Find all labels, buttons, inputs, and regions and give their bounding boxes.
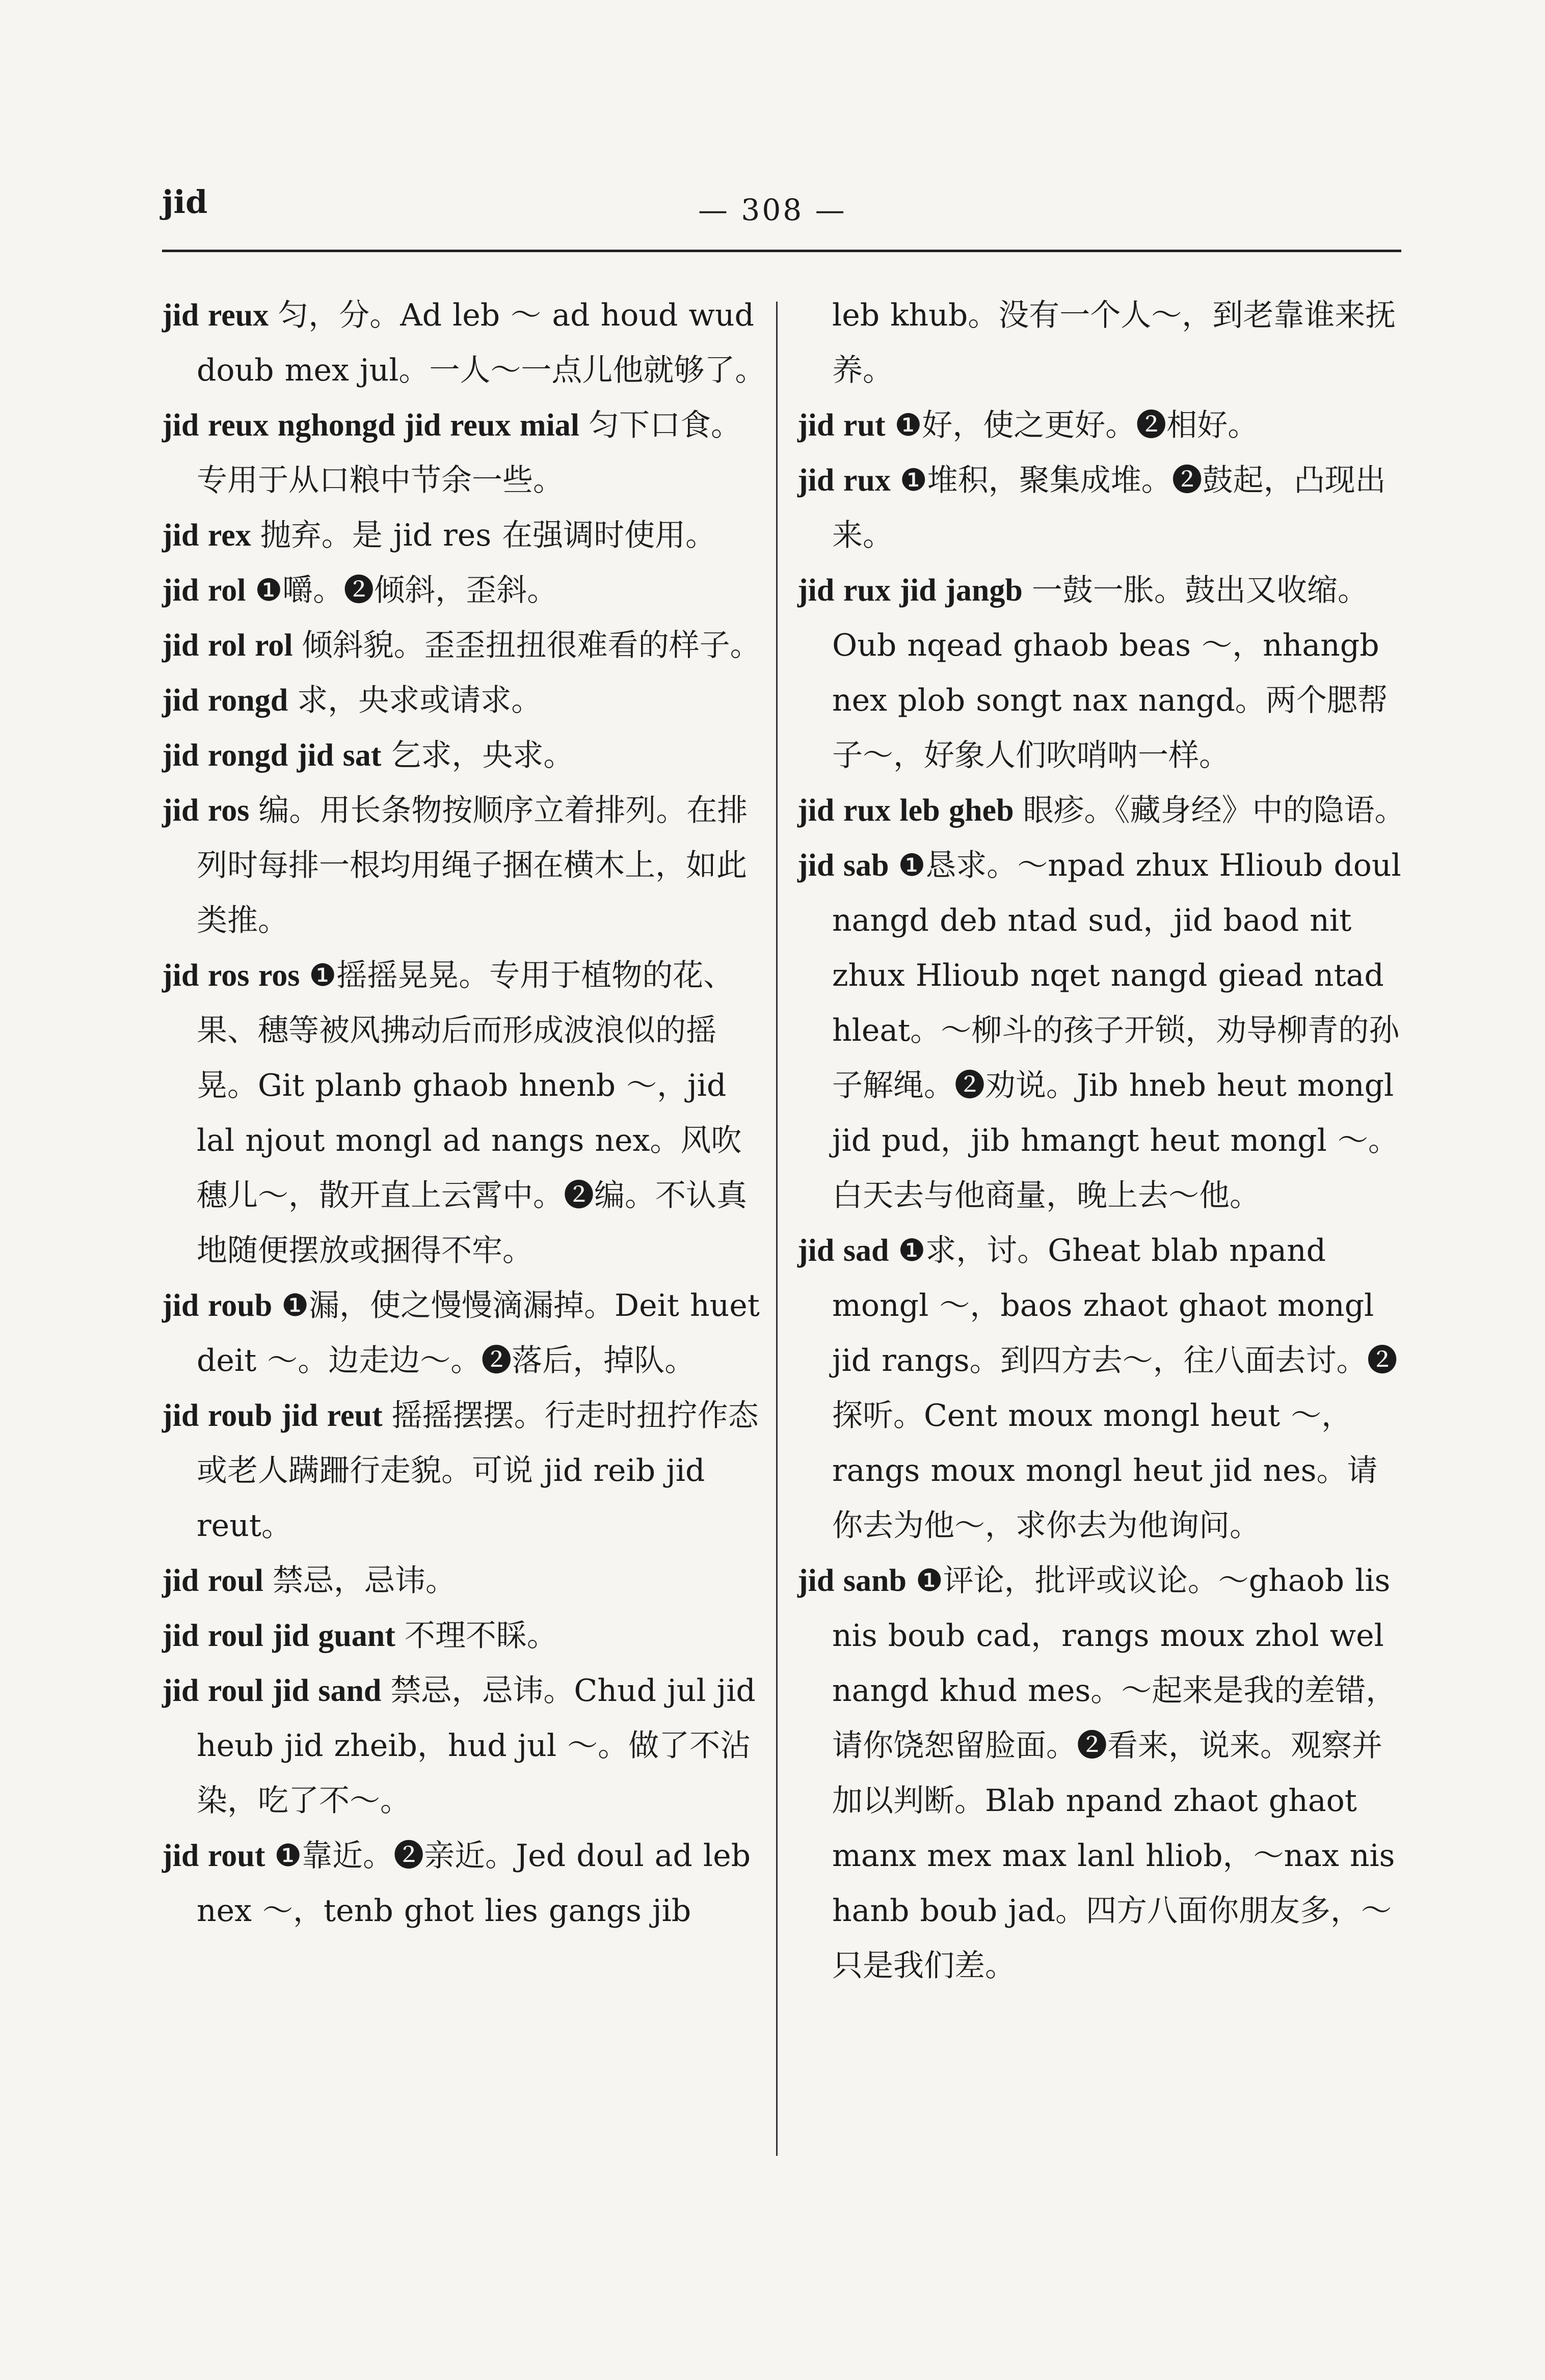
entry-definition: ❶嚼。❷倾斜，歪斜。 bbox=[255, 573, 558, 608]
dictionary-entry bbox=[797, 783, 1406, 838]
entry-headword: jid rol bbox=[162, 573, 246, 608]
dictionary-entry bbox=[162, 948, 771, 1278]
dictionary-entry bbox=[797, 1553, 1406, 1993]
entry-headword: jid rex bbox=[162, 518, 251, 553]
entry-definition: ❶靠近。❷亲近。Jed doul ad leb nex ～，tenb ghot lies gangs jib bbox=[197, 1838, 751, 1929]
entry-definition: 禁忌，忌讳。 bbox=[272, 1563, 456, 1599]
dictionary-entry bbox=[162, 398, 771, 508]
entry-definition: 抛弃。是 jid res 在强调时使用。 bbox=[260, 518, 716, 553]
entry-headword: jid rongd bbox=[162, 683, 288, 718]
dictionary-entry bbox=[797, 838, 1406, 1223]
entry-headword: jid rol rol bbox=[162, 628, 293, 663]
right-column bbox=[797, 288, 1406, 1993]
dictionary-entry bbox=[162, 1828, 771, 1938]
entry-headword: jid rux bbox=[797, 463, 891, 498]
entry-definition: ❶摇摇晃晃。专用于植物的花、果、穗等被风拂动后而形成波浪似的摇晃。Git planb ghaob hnenb ～，jid lal njout mongl ad nangs nex。风吹穗儿～，散开直上云霄中。❷编。不认真地随便摆放或捆得不牢。 bbox=[197, 958, 747, 1268]
entry-definition: 乞求，央求。 bbox=[390, 738, 574, 773]
entry-definition: ❶恳求。～npad zhux Hlioub doul nangd deb ntad sud，jid baod nit zhux Hlioub nqet nangd giead ntad hleat。～柳斗的孩子开锁，劝导柳青的孙子解绳。❷劝说。Jib hneb heut mongl jid pud，jib hmangt heut mongl ～。白天去与他商量，晚上去～他。 bbox=[832, 848, 1401, 1213]
entry-definition: 倾斜貌。歪歪扭扭很难看的样子。 bbox=[302, 628, 761, 663]
entry-headword: jid roul jid sand bbox=[162, 1673, 382, 1708]
entry-headword: jid rux leb gheb bbox=[797, 793, 1014, 828]
dictionary-entry bbox=[797, 1223, 1406, 1553]
entry-headword: jid rux jid jangb bbox=[797, 573, 1023, 608]
dictionary-entry bbox=[162, 1278, 771, 1388]
entry-definition: leb khub。没有一个人～，到老靠谁来抚养。 bbox=[832, 298, 1396, 388]
dictionary-entry bbox=[797, 288, 1406, 398]
entry-definition: ❶堆积，聚集成堆。❷鼓起，凸现出来。 bbox=[832, 463, 1386, 553]
dictionary-entry bbox=[162, 1388, 771, 1553]
entry-headword: jid rout bbox=[162, 1838, 265, 1873]
entry-definition: ❶漏，使之慢慢滴漏掉。Deit huet deit ～。边走边～。❷落后，掉队。 bbox=[197, 1288, 760, 1378]
header-rule bbox=[162, 250, 1401, 252]
entry-headword: jid reux bbox=[162, 298, 269, 333]
entry-headword: jid roul jid guant bbox=[162, 1618, 395, 1653]
entry-definition: ❶评论，批评或议论。～ghaob lis nis boub cad，rangs moux zhol wel nangd khud mes。～起来是我的差错，请你饶恕留脸面。❷看来，说来。观察并加以判断。Blab npand zhaot ghaot manx mex max lanl hliob，～nax nis hanb boub jad。四方八面你朋友多，～只是我们差。 bbox=[832, 1563, 1397, 1984]
column-divider bbox=[776, 302, 778, 2156]
dictionary-entry bbox=[797, 398, 1406, 453]
dictionary-entry bbox=[162, 728, 771, 783]
dictionary-entry bbox=[162, 618, 771, 673]
entry-definition: ❶好，使之更好。❷相好。 bbox=[894, 408, 1259, 443]
entry-definition: 一鼓一胀。鼓出又收缩。Oub nqead ghaob beas ～，nhangb nex plob songt nax nangd。两个腮帮子～，好象人们吹哨呐一样。 bbox=[832, 573, 1388, 773]
left-column bbox=[162, 288, 771, 1938]
entry-definition: 不理不睬。 bbox=[404, 1618, 557, 1654]
page-header bbox=[0, 0, 1545, 255]
dictionary-entry bbox=[797, 563, 1406, 783]
entry-definition: 眼疹。《藏身经》中的隐语。 bbox=[1023, 793, 1405, 828]
entry-headword: jid rongd jid sat bbox=[162, 738, 382, 773]
entry-headword: jid roul bbox=[162, 1563, 263, 1598]
entry-definition: 禁忌，忌讳。Chud jul jid heub jid zheib，hud jul ～。做了不沾染，吃了不～。 bbox=[197, 1673, 756, 1819]
entry-headword: jid roub jid reut bbox=[162, 1398, 383, 1433]
entry-headword: jid sab bbox=[797, 848, 889, 883]
dictionary-entry bbox=[162, 288, 771, 398]
entry-definition: 匀，分。Ad leb ～ ad houd wud doub mex jul。一人～一点儿他就够了。 bbox=[197, 298, 766, 388]
dictionary-entry bbox=[162, 508, 771, 563]
entry-headword: jid rut bbox=[797, 408, 886, 443]
entry-definition: 编。用长条物按顺序立着排列。在排列时每排一根均用绳子捆在横木上，如此类推。 bbox=[197, 793, 748, 938]
dictionary-entry bbox=[162, 1553, 771, 1608]
entry-definition: 匀下口食。专用于从口粮中节余一些。 bbox=[197, 408, 742, 498]
running-headword: jid bbox=[162, 183, 208, 221]
dictionary-entry bbox=[797, 453, 1406, 563]
entry-headword: jid ros bbox=[162, 793, 250, 828]
entry-headword: jid sad bbox=[797, 1233, 889, 1268]
dictionary-entry bbox=[162, 1663, 771, 1828]
entry-headword: jid roub bbox=[162, 1288, 273, 1323]
entry-headword: jid sanb bbox=[797, 1563, 907, 1598]
entry-definition: 摇摇摆摆。行走时扭拧作态或老人蹒跚行走貌。可说 jid reib jid reut。 bbox=[197, 1398, 759, 1544]
dictionary-entry bbox=[162, 563, 771, 618]
entry-headword: jid ros ros bbox=[162, 958, 300, 993]
dictionary-entry bbox=[162, 1608, 771, 1663]
dictionary-entry bbox=[162, 783, 771, 948]
dictionary-entry bbox=[162, 673, 771, 728]
entry-definition: ❶求，讨。Gheat blab npand mongl ～，baos zhaot ghaot mongl jid rangs。到四方去～，往八面去讨。❷探听。Cent moux mongl heut ～，rangs moux mongl heut jid nes。请你去为他～，求你去为他询问。 bbox=[832, 1233, 1398, 1544]
page-number: — 308 — bbox=[698, 193, 847, 227]
entry-headword: jid reux nghongd jid reux mial bbox=[162, 408, 580, 443]
entry-definition: 求，央求或请求。 bbox=[297, 683, 542, 718]
